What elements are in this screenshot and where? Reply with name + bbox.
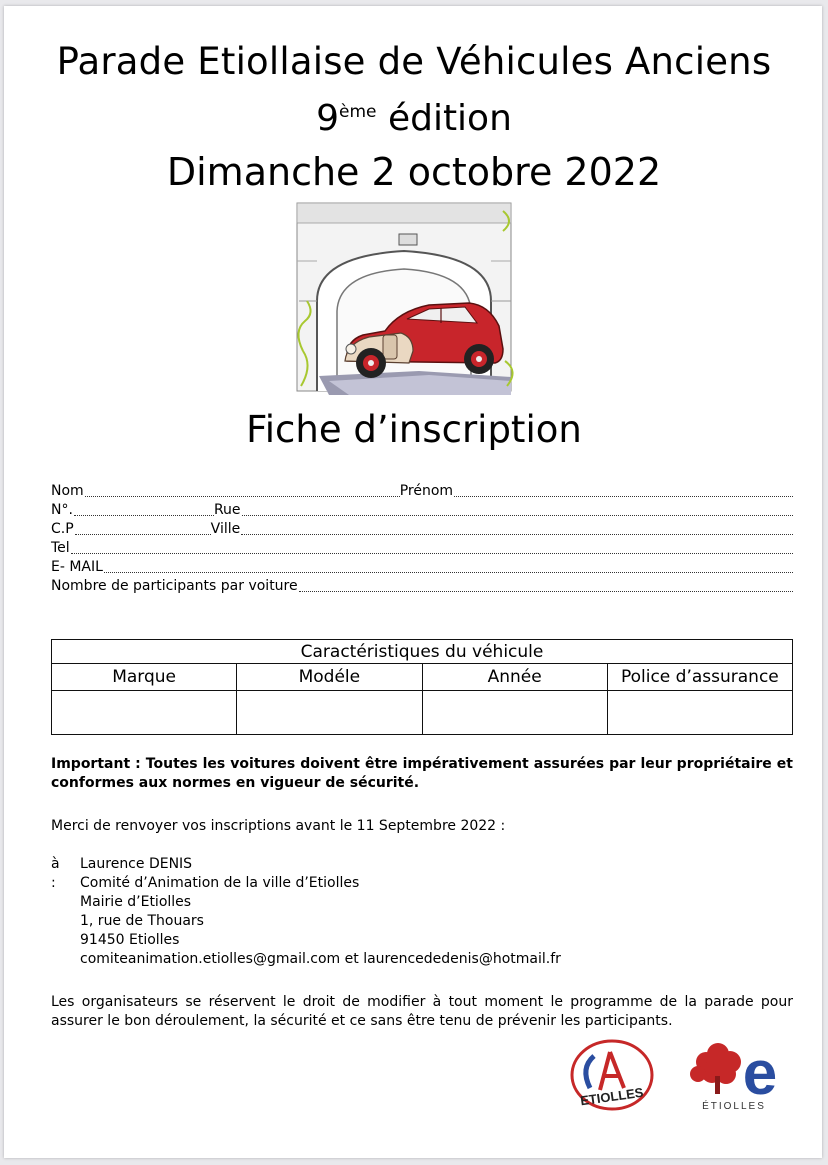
edition-superscript: ème (339, 102, 377, 122)
address-line: Comité d’Animation de la ville d’Etiolles (80, 875, 360, 891)
cae-logo-text: ETIOLLES (579, 1084, 645, 1109)
label-participants: Nombre de participants par voiture (51, 578, 298, 594)
cell-modele[interactable] (237, 691, 422, 735)
cell-annee[interactable] (422, 691, 607, 735)
label-rue: Rue (213, 502, 241, 518)
form-heading: Fiche d’inscription (246, 408, 582, 451)
label-tel: Tel (51, 540, 70, 556)
field-cp[interactable] (75, 521, 211, 535)
form-row-email (51, 558, 793, 576)
town-logo-name: ÉTIOLLES (702, 1101, 766, 1112)
field-email[interactable] (104, 559, 793, 573)
vehicle-table (51, 639, 793, 735)
event-date: Dimanche 2 octobre 2022 (166, 150, 662, 194)
vintage-car-illustration (289, 201, 519, 395)
column-header-annee: Année (422, 664, 607, 691)
edition-number: 9 (316, 98, 339, 139)
vehicle-table-caption: Caractéristiques du véhicule (52, 640, 793, 664)
form-row-participants (51, 577, 793, 595)
return-note: Merci de renvoyer vos inscriptions avant le 11 Septembre 2022 : (51, 818, 506, 834)
address-line: Laurence DENIS (80, 856, 193, 872)
form-row-tel (51, 539, 793, 557)
address-emails: comiteanimation.etiolles@gmail.com et laurencededenis@hotmail.fr (80, 951, 561, 967)
address-label: à : (51, 856, 60, 891)
label-prenom: Prénom (399, 483, 454, 499)
address-line: 1, rue de Thouars (80, 913, 204, 929)
disclaimer: Les organisateurs se réservent le droit de modifier à tout moment le programme de la parade pour assurer le bon déroulement, la sécurité et ce sans être tenu de prévenir les participants. (51, 994, 793, 1029)
field-prenom[interactable] (454, 483, 793, 497)
edition-line (0, 98, 828, 139)
address-lines (80, 855, 561, 969)
field-tel[interactable] (71, 540, 793, 554)
address-line: 91450 Etiolles (80, 932, 180, 948)
form-row-name (51, 482, 793, 500)
cae-logo (570, 1038, 654, 1112)
cell-police[interactable] (607, 691, 792, 735)
form-row-street (51, 501, 793, 519)
column-header-police: Police d’assurance (607, 664, 792, 691)
etiolles-town-logo (686, 1040, 782, 1118)
important-notice: Important : Toutes les voitures doivent être impérativement assurées par leur propriétaire et conformes aux normes en vigueur de sécurité. (51, 756, 793, 791)
form-row-city (51, 520, 793, 538)
field-numero[interactable] (74, 502, 214, 516)
field-nom[interactable] (85, 483, 400, 497)
field-rue[interactable] (242, 502, 793, 516)
label-nom: Nom (51, 483, 84, 499)
field-participants[interactable] (299, 578, 793, 592)
edition-word: édition (387, 98, 512, 139)
label-ville: Ville (210, 521, 241, 537)
address-line: Mairie d’Etiolles (80, 894, 192, 910)
column-header-marque: Marque (52, 664, 237, 691)
label-cp: C.P (51, 521, 74, 537)
field-ville[interactable] (241, 521, 793, 535)
column-header-modele: Modéle (237, 664, 422, 691)
label-numero: N°. (51, 502, 73, 518)
cell-marque[interactable] (52, 691, 237, 735)
town-logo-letter: e (742, 1040, 778, 1100)
tree-icon (686, 1040, 782, 1100)
label-email: E- MAIL (51, 559, 103, 575)
event-title: Parade Etiollaise de Véhicules Anciens (56, 40, 772, 83)
